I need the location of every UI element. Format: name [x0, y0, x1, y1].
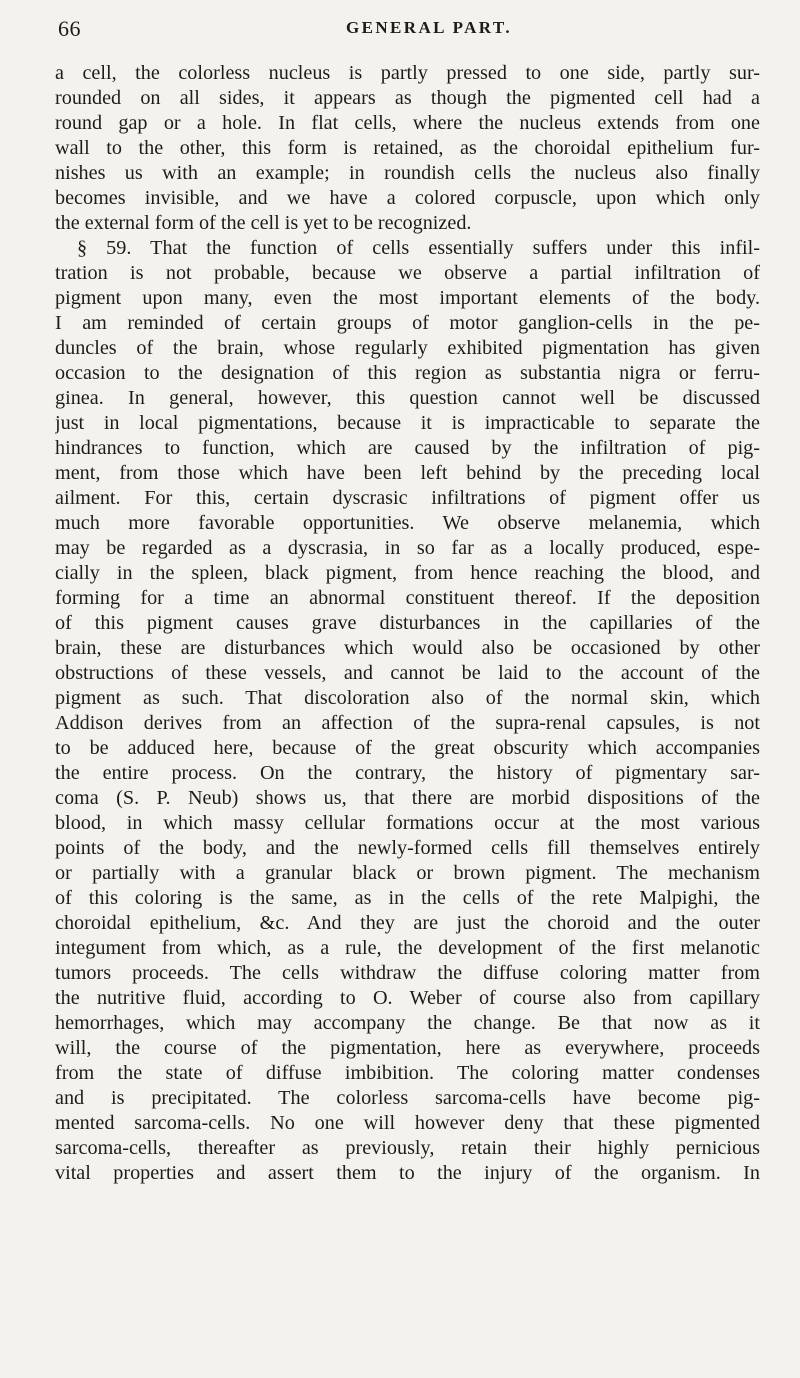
text-line: obstructions of these vessels, and cannot be laid to the account of the [55, 662, 760, 684]
text-line: pigment as such. That discoloration also of the normal skin, which [55, 687, 760, 709]
text-line: hemorrhages, which may accompany the change. Be that now as it [55, 1012, 760, 1034]
text-line: wall to the other, this form is retained, as the choroidal epithelium fur- [55, 137, 760, 159]
text-line: or partially with a granular black or brown pigment. The mechanism [55, 862, 760, 884]
text-line: tration is not probable, because we observe a partial infiltration of [55, 262, 760, 284]
text-line: to be adduced here, because of the great obscurity which accompanies [55, 737, 760, 759]
text-line: choroidal epithelium, &c. And they are just the choroid and the outer [55, 912, 760, 934]
text-line: duncles of the brain, whose regularly exhibited pigmentation has given [55, 337, 760, 359]
text-line: a cell, the colorless nucleus is partly pressed to one side, partly sur- [55, 62, 760, 84]
text-line: becomes invisible, and we have a colored corpuscle, upon which only [55, 187, 760, 209]
text-line: occasion to the designation of this region as substantia nigra or ferru- [55, 362, 760, 384]
text-line: points of the body, and the newly-formed cells fill themselves entirely [55, 837, 760, 859]
text-line: will, the course of the pigmentation, here as everywhere, proceeds [55, 1037, 760, 1059]
text-line: of this coloring is the same, as in the cells of the rete Malpighi, the [55, 887, 760, 909]
running-head [58, 16, 760, 46]
text-line: round gap or a hole. In flat cells, where the nucleus extends from one [55, 112, 760, 134]
text-line: § 59. That the function of cells essentially suffers under this infil- [77, 237, 760, 259]
text-line: ginea. In general, however, this question cannot well be discussed [55, 387, 760, 409]
text-line: sarcoma-cells, thereafter as previously, retain their highly pernicious [55, 1137, 760, 1159]
text-line: may be regarded as a dyscrasia, in so far as a locally produced, espe- [55, 537, 760, 559]
text-line: integument from which, as a rule, the development of the first melanotic [55, 937, 760, 959]
text-line: rounded on all sides, it appears as though the pigmented cell had a [55, 87, 760, 109]
text-line: tumors proceeds. The cells withdraw the diffuse coloring matter from [55, 962, 760, 984]
text-line: cially in the spleen, black pigment, from hence reaching the blood, and [55, 562, 760, 584]
running-title: GENERAL PART. [346, 18, 512, 37]
body-text [55, 61, 760, 1186]
text-line: of this pigment causes grave disturbances in the capillaries of the [55, 612, 760, 634]
text-line: the entire process. On the contrary, the history of pigmentary sar- [55, 762, 760, 784]
text-line: nishes us with an example; in roundish cells the nucleus also finally [55, 162, 760, 184]
text-line: the nutritive fluid, according to O. Weber of course also from capillary [55, 987, 760, 1009]
text-line: hindrances to function, which are caused by the infiltration of pig- [55, 437, 760, 459]
text-line: ailment. For this, certain dyscrasic infiltrations of pigment offer us [55, 487, 760, 509]
text-line: just in local pigmentations, because it is impracticable to separate the [55, 412, 760, 434]
text-line: and is precipitated. The colorless sarcoma-cells have become pig- [55, 1087, 760, 1109]
text-line: blood, in which massy cellular formations occur at the most various [55, 812, 760, 834]
text-line: forming for a time an abnormal constituent thereof. If the deposition [55, 587, 760, 609]
text-line: much more favorable opportunities. We observe melanemia, which [55, 512, 760, 534]
text-line: vital properties and assert them to the injury of the organism. In [55, 1162, 760, 1184]
text-line: I am reminded of certain groups of motor ganglion-cells in the pe- [55, 312, 760, 334]
text-line: pigment upon many, even the most important elements of the body. [55, 287, 760, 309]
text-line: mented sarcoma-cells. No one will however deny that these pigmented [55, 1112, 760, 1134]
text-line: brain, these are disturbances which would also be occasioned by other [55, 637, 760, 659]
text-line: ment, from those which have been left behind by the preceding local [55, 462, 760, 484]
text-line: coma (S. P. Neub) shows us, that there are morbid dispositions of the [55, 787, 760, 809]
text-line: from the state of diffuse imbibition. The coloring matter condenses [55, 1062, 760, 1084]
page-number: 66 [58, 16, 81, 41]
text-line: Addison derives from an affection of the supra-renal capsules, is not [55, 712, 760, 734]
text-line: the external form of the cell is yet to be recognized. [55, 212, 472, 234]
